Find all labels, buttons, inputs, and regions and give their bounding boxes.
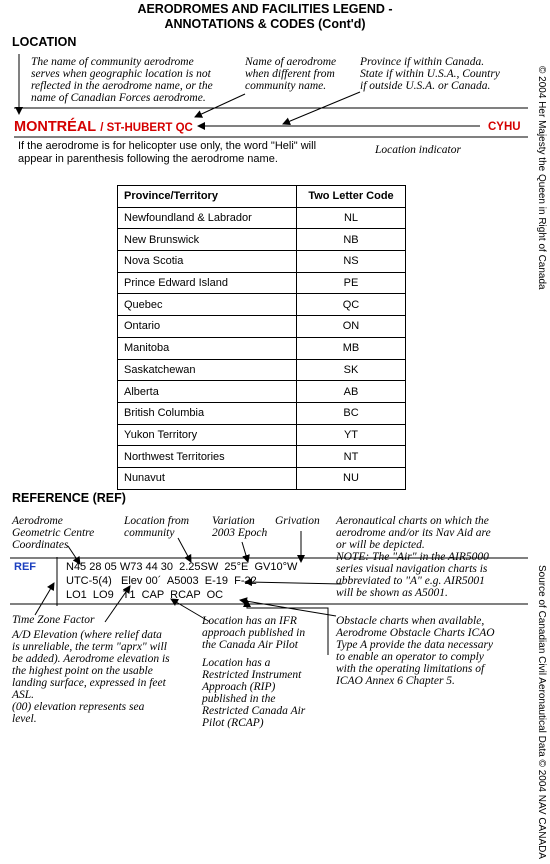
province-name: Alberta	[118, 381, 297, 403]
copyright-side-text: © 2004 Her Majesty the Queen in Right of Canada	[536, 66, 547, 290]
province-code: NB	[297, 229, 406, 251]
table-row	[118, 294, 406, 316]
table-row	[118, 381, 406, 403]
label-variation: Variation 2003 Epoch	[212, 515, 268, 539]
label-grivation: Grivation	[275, 515, 320, 527]
location-heading: LOCATION	[12, 35, 77, 49]
ref-line-1: N45 28 05 W73 44 30 2.25SW 25°E GV10°W	[66, 561, 298, 573]
province-name: Ontario	[118, 316, 297, 338]
province-name: New Brunswick	[118, 229, 297, 251]
province-code: MB	[297, 337, 406, 359]
note-community: The name of community aerodrome serves when geographic location is not reflected in the aerodrome name, or the name of Canadian Forces aerodrome.	[31, 56, 213, 104]
province-name: Nova Scotia	[118, 251, 297, 273]
province-table	[117, 185, 406, 490]
table-row	[118, 229, 406, 251]
province-name: Yukon Territory	[118, 424, 297, 446]
table-row	[118, 251, 406, 273]
label-obstacle: Obstacle charts when available, Aerodrome Obstacle Charts ICAO Type A provide the data necessary to enable an operator to comply with the operating limitations of ICAO Annex 6 Chapter 5.	[336, 615, 495, 687]
table-row	[118, 402, 406, 424]
table-row	[118, 337, 406, 359]
label-charts: Aeronautical charts on which the aerodrome and/or its Nav Aid are or will be depicted. NOTE: The "Air" in the AIR5000 series visual navigation charts is abbreviated to "A" e.g. AIR5001 will be shown as A5001.	[336, 515, 491, 599]
example-aerodrome: / ST-HUBERT QC	[100, 122, 193, 134]
location-example	[14, 119, 193, 135]
province-name: Saskatchewan	[118, 359, 297, 381]
province-code: BC	[297, 402, 406, 424]
column-header-code: Two Letter Code	[297, 186, 406, 208]
label-elevation: A/D Elevation (where relief data is unreliable, the term "aprx" will be added). Aerodrome elevation is the highest point on the usable landing surface, expressed in feet ASL. (00) elevation represents sea level.	[12, 629, 170, 725]
location-indicator-label: Location indicator	[375, 144, 461, 156]
table-row	[118, 272, 406, 294]
reference-example	[66, 560, 297, 602]
province-name: Manitoba	[118, 337, 297, 359]
province-name: Nunavut	[118, 467, 297, 489]
province-code: NL	[297, 207, 406, 229]
example-ident: CYHU	[488, 121, 521, 133]
table-row	[118, 467, 406, 489]
province-code: NS	[297, 251, 406, 273]
page-title: AERODROMES AND FACILITIES LEGEND -	[137, 2, 393, 16]
province-code: SK	[297, 359, 406, 381]
province-code: QC	[297, 294, 406, 316]
province-code: AB	[297, 381, 406, 403]
province-code: NU	[297, 467, 406, 489]
table-row	[118, 207, 406, 229]
province-name: Quebec	[118, 294, 297, 316]
example-city: MONTRÉAL	[14, 119, 97, 135]
heli-note: If the aerodrome is for helicopter use only, the word "Heli" will appear in parenthesis following the aerodrome name.	[18, 140, 317, 165]
ref-line-2: UTC-5(4) Elev 00´ A5003 E-19 F-22	[66, 575, 257, 587]
province-name: Northwest Territories	[118, 446, 297, 468]
province-table-body	[118, 207, 406, 489]
province-code: NT	[297, 446, 406, 468]
table-row	[118, 359, 406, 381]
table-row	[118, 316, 406, 338]
page-subtitle: ANNOTATIONS & CODES (Cont'd)	[164, 17, 366, 31]
province-code: ON	[297, 316, 406, 338]
province-code: PE	[297, 272, 406, 294]
ref-tag: REF	[14, 561, 36, 573]
ref-line-3: LO1 LO9 T1 CAP RCAP OC	[66, 589, 224, 601]
note-aerodrome-name: Name of aerodrome when different from community name.	[245, 56, 337, 92]
label-coordinates: Aerodrome Geometric Centre Coordinates	[12, 515, 95, 551]
province-code: YT	[297, 424, 406, 446]
reference-heading: REFERENCE (REF)	[12, 491, 126, 505]
table-row	[118, 446, 406, 468]
label-timezone: Time Zone Factor	[12, 614, 95, 626]
label-ifr: Location has an IFR approach published in the Canada Air Pilot	[202, 615, 306, 651]
province-name: Newfoundland & Labrador	[118, 207, 297, 229]
province-name: British Columbia	[118, 402, 297, 424]
province-name: Prince Edward Island	[118, 272, 297, 294]
column-header-province: Province/Territory	[118, 186, 297, 208]
source-side-text: Source of Canadian Civil Aeronautical Data © 2004 NAV CANADA	[536, 565, 547, 859]
label-rip: Location has a Restricted Instrument Approach (RIP) published in the Restricted Canada Air Pilot (RCAP)	[202, 657, 306, 729]
label-location-from: Location from community	[124, 515, 190, 539]
note-province: Province if within Canada. State if within U.S.A., Country if outside U.S.A. or Canada.	[360, 56, 500, 92]
table-header-row	[118, 186, 406, 208]
table-row	[118, 424, 406, 446]
